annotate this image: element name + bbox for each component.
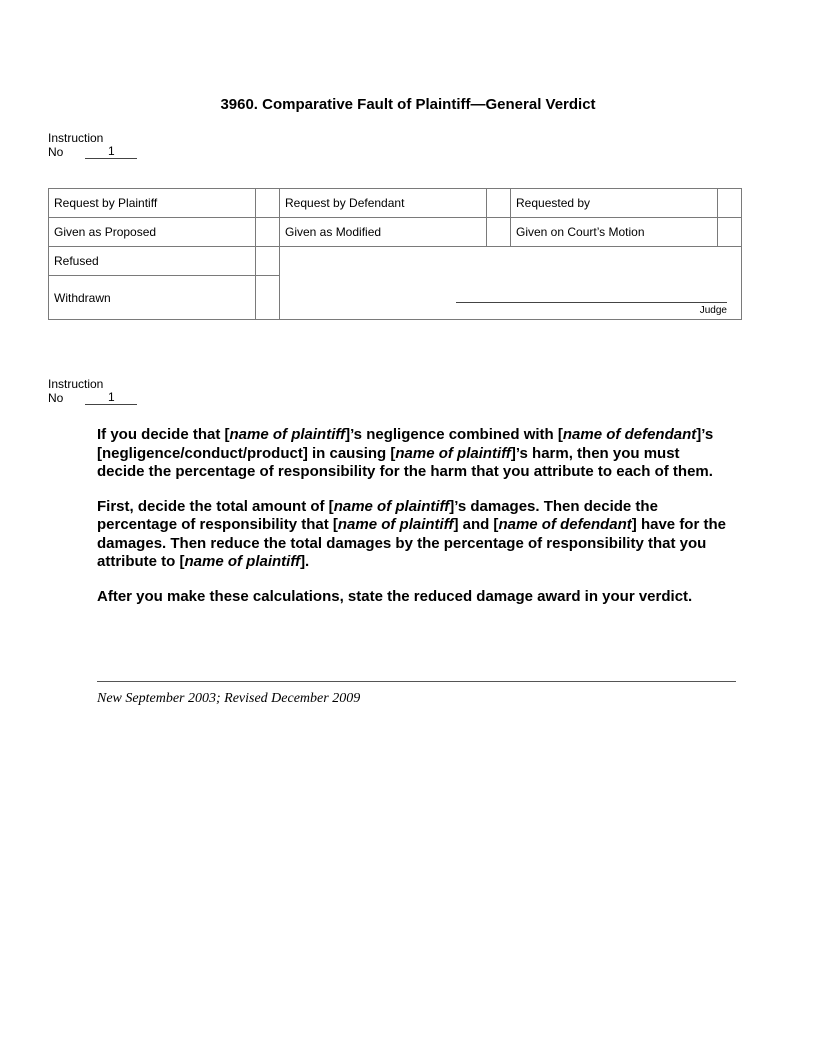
placeholder-text: name of plaintiff: [184, 553, 301, 570]
checkbox-request-by-defendant[interactable]: [487, 189, 511, 218]
instruction-body: [97, 426, 727, 622]
instruction-number-block-top: [48, 131, 137, 159]
cell-requested-by: Requested by: [511, 189, 718, 218]
page-title: 3960. Comparative Fault of Plaintiff—General Verdict: [220, 96, 596, 113]
checkbox-refused[interactable]: [256, 247, 280, 276]
checkbox-request-by-plaintiff[interactable]: [256, 189, 280, 218]
paragraph: [97, 498, 727, 572]
text-run: ]’s [negligence/conduct/product] in causing [: [97, 426, 714, 462]
request-table: [48, 188, 742, 320]
instruction-no-label: No: [48, 391, 64, 405]
placeholder-text: name of plaintiff: [229, 426, 346, 443]
divider: [97, 681, 736, 682]
text-run: After you make these calculations, state the reduced damage award in your verdict.: [97, 587, 693, 605]
placeholder-text: name of plaintiff: [337, 516, 454, 533]
cell-request-by-defendant: Request by Defendant: [280, 189, 487, 218]
checkbox-withdrawn[interactable]: [256, 276, 280, 320]
checkbox-given-on-courts-motion[interactable]: [718, 218, 742, 247]
text-run: ]’s harm, then you must decide the percentage of responsibility for the harm that you attribute to each of them.: [97, 444, 713, 480]
text-run: ] and [: [453, 516, 499, 533]
cell-request-by-plaintiff: Request by Plaintiff: [49, 189, 256, 218]
text-run: First, decide the total amount of [: [97, 497, 334, 515]
checkbox-given-as-modified[interactable]: [487, 218, 511, 247]
placeholder-text: name of defendant: [562, 426, 697, 443]
cell-given-as-proposed: Given as Proposed: [49, 218, 256, 247]
paragraph: [97, 426, 727, 482]
text-run: ]’s negligence combined with [: [345, 426, 563, 443]
checkbox-given-as-proposed[interactable]: [256, 218, 280, 247]
instruction-no-label: No: [48, 145, 64, 159]
paragraph: [97, 588, 727, 607]
judge-label: Judge: [699, 305, 727, 316]
placeholder-text: name of plaintiff: [333, 497, 450, 515]
judge-signature-line[interactable]: [456, 302, 727, 303]
instruction-label: Instruction: [48, 131, 104, 145]
text-run: If you decide that [: [97, 426, 230, 443]
checkbox-requested-by[interactable]: [718, 189, 742, 218]
revision-history: New September 2003; Revised December 2009: [97, 691, 361, 706]
instruction-number-block-bottom: [48, 377, 137, 405]
text-run: ].: [300, 553, 310, 570]
placeholder-text: name of defendant: [498, 516, 632, 533]
text-run: ]’s damages. Then decide the percentage of responsibility that [: [97, 497, 658, 533]
text-run: ] have for the damages. Then reduce the total damages by the percentage of responsibility that you attribute to [: [97, 516, 726, 570]
instruction-no-value: 1: [85, 145, 137, 159]
cell-refused: Refused: [49, 247, 256, 276]
placeholder-text: name of plaintiff: [395, 444, 511, 462]
cell-given-as-modified: Given as Modified: [280, 218, 487, 247]
instruction-label: Instruction: [48, 377, 104, 391]
judge-signature-cell: [280, 247, 742, 320]
cell-withdrawn: Withdrawn: [49, 276, 256, 320]
cell-given-on-courts-motion: Given on Court’s Motion: [511, 218, 718, 247]
instruction-no-value: 1: [85, 391, 137, 405]
